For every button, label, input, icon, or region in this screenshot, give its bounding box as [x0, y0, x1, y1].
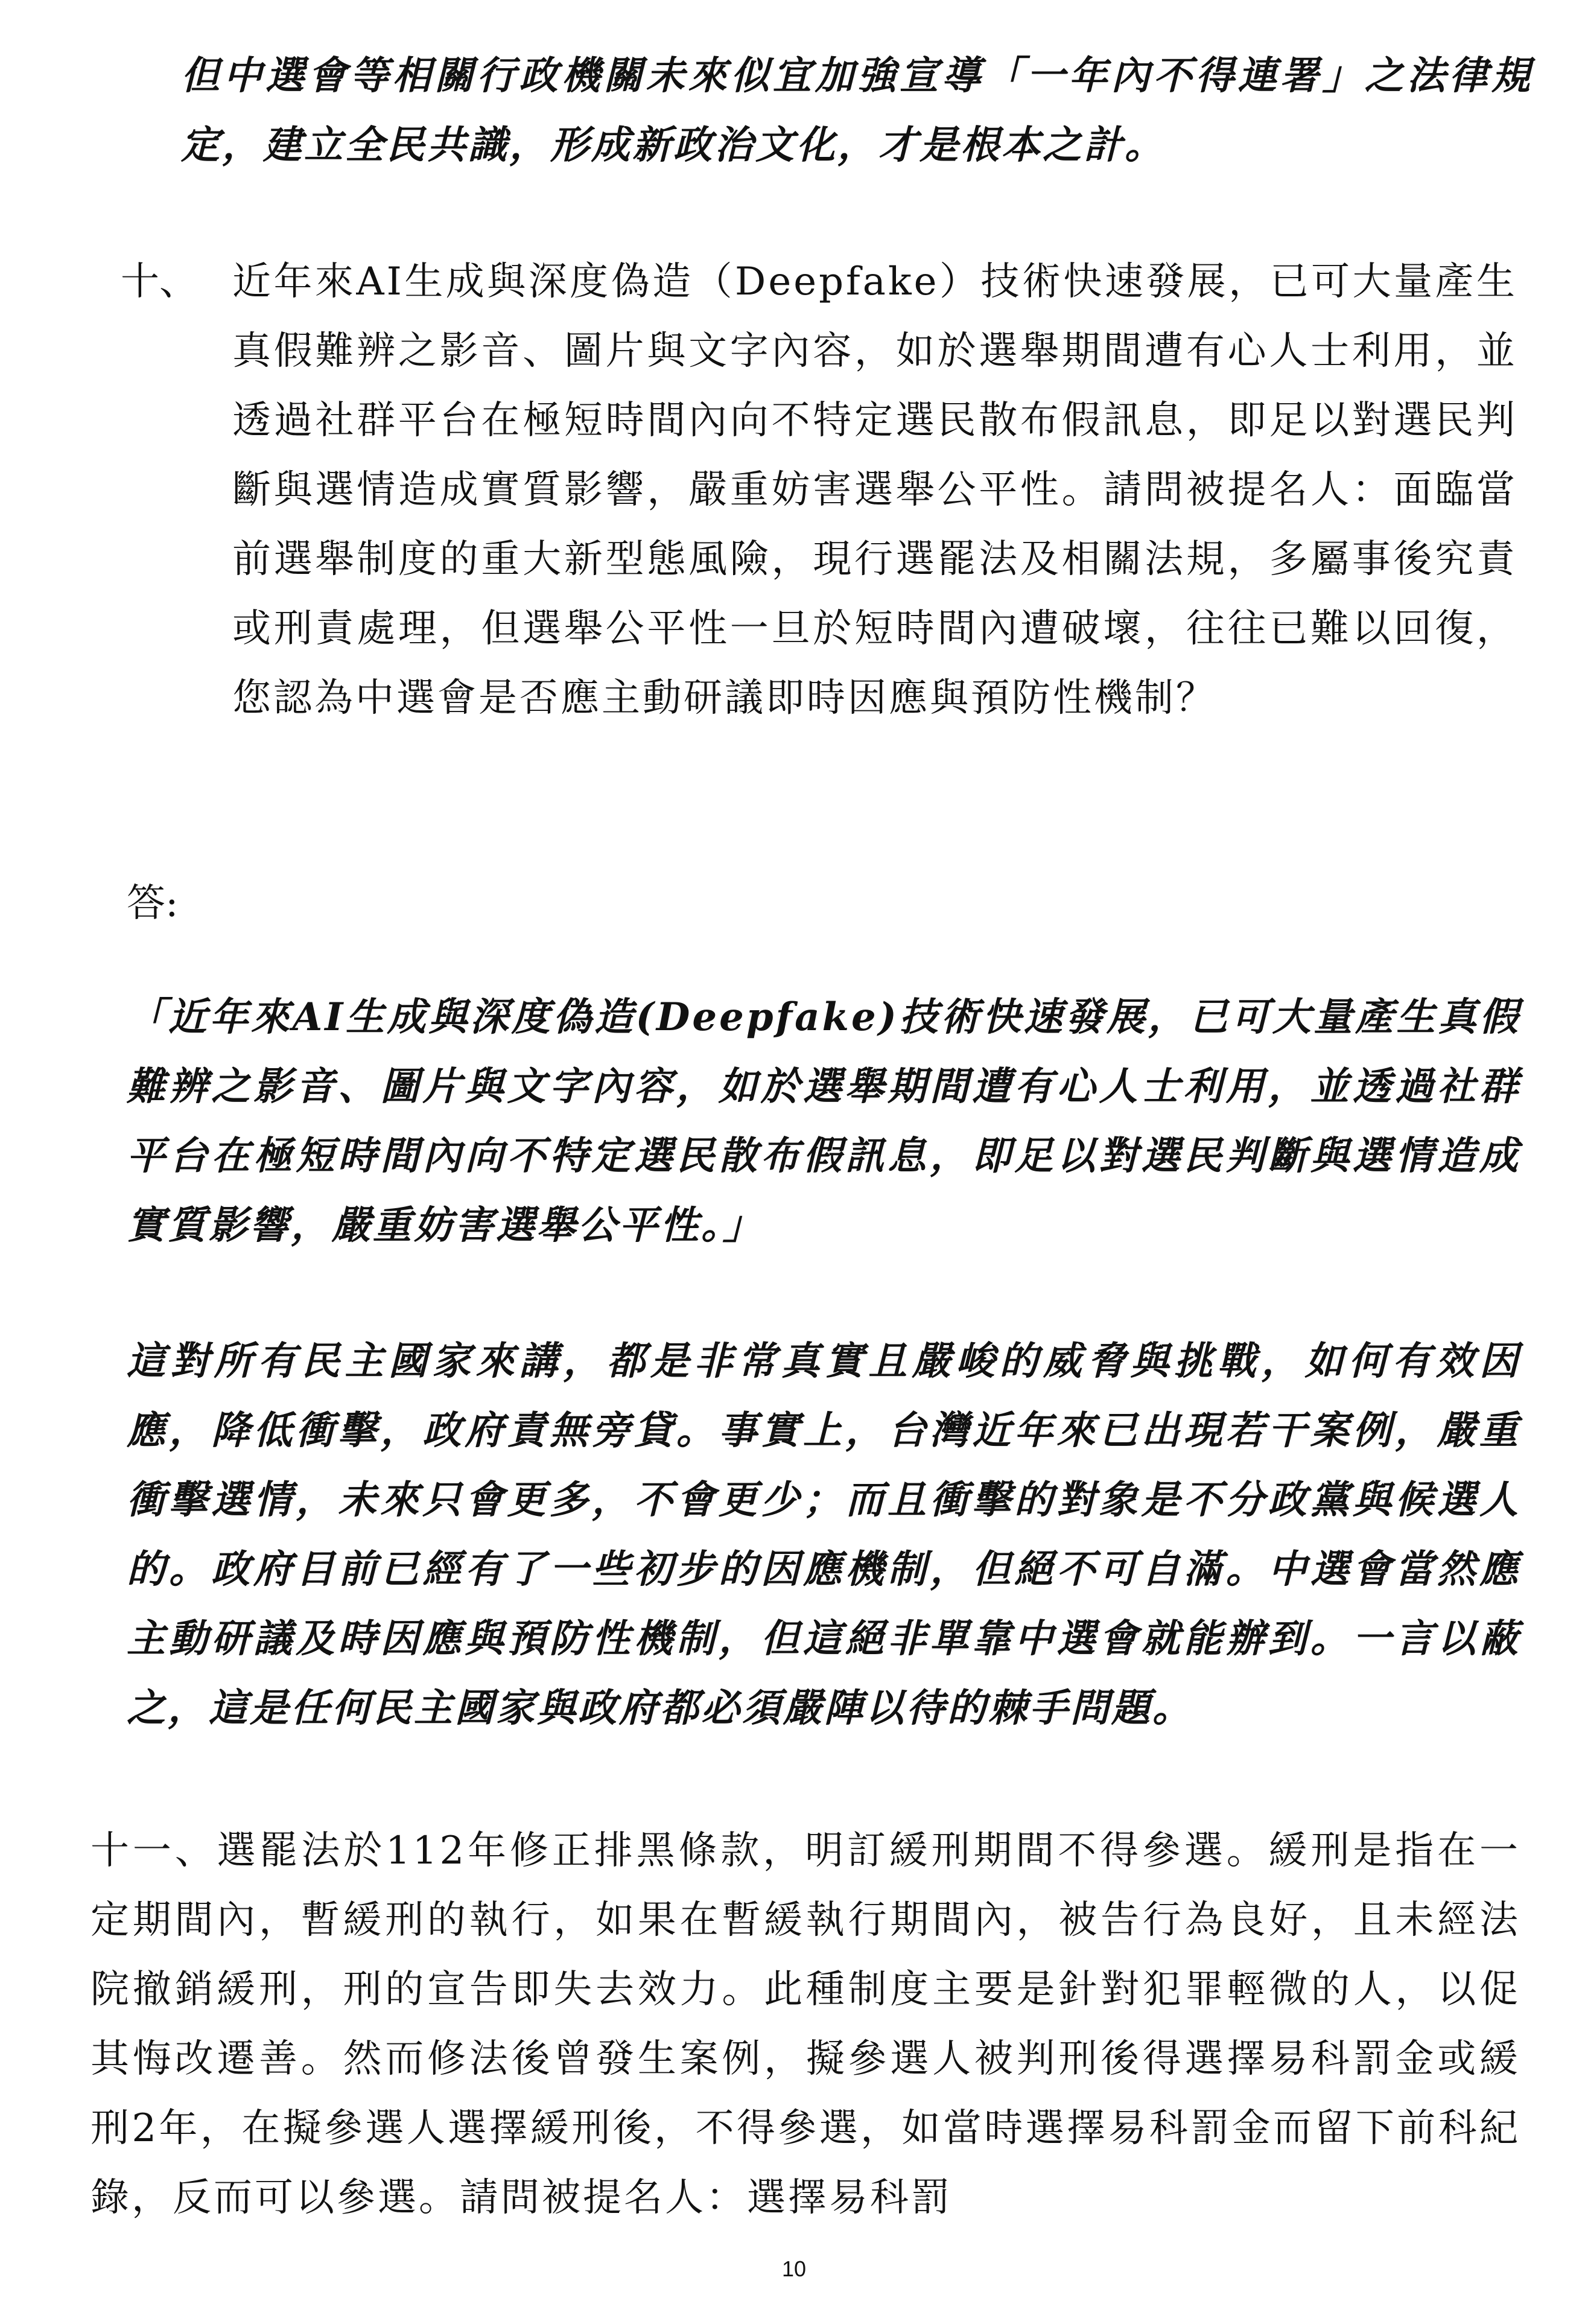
previous-answer-tail: 但中選會等相關行政機關未來似宜加強宣導「一年內不得連署」之法律規定，建立全民共識，形成新政治文化，才是根本之計。	[181, 53, 1532, 168]
answer-body: 這對所有民主國家來講，都是非常真實且嚴峻的威脅與挑戰，如何有效因應，降低衝擊，政府責無旁貸。事實上，台灣近年來已出現若干案例，嚴重衝擊選情，未來只會更多，不會更少；而且衝擊的對象是不分政黨與候選人的。政府目前已經有了一些初步的因應機制，但絕不可自滿。中選會當然應主動研議及時因應與預防性機制，但這絕非單靠中選會就能辦到。一言以蔽之，這是任何民主國家與政府都必須嚴陣以待的棘手問題。	[127, 1339, 1520, 1731]
answer-quote: 「近年來AI生成與深度偽造(Deepfake)技術快速發展，已可大量產生真假難辨之影音、圖片與文字內容，如於選舉期間遭有心人士利用，並透過社群平台在極短時間內向不特定選民散布假訊息，即足以對選民判斷與選情造成實質影響，嚴重妨害選舉公平性。」	[127, 995, 1520, 1248]
page-number: 10	[781, 2256, 807, 2281]
question-11-text: 十一、選罷法於112年修正排黑條款，明訂緩刑期間不得參選。緩刑是指在一定期間內，暫緩刑的執行，如果在暫緩執行期間內，被告行為良好，且未經法院撤銷緩刑，刑的宣告即失去效力。此種制度主要是針對犯罪輕微的人，以促其悔改遷善。然而修法後曾發生案例，擬參選人被判刑後得選擇易科罰金或緩刑2年，在擬參選人選擇緩刑後，不得參選，如當時選擇易科罰金而留下前科紀錄，反而可以參選。請問被提名人：選擇易科罰	[91, 1829, 1520, 2220]
question-10-number: 十、	[121, 259, 198, 304]
answer-label: 答:	[127, 881, 179, 926]
question-10-text: 近年來AI生成與深度偽造（Deepfake）技術快速發展，已可大量產生真假難辨之影音、圖片與文字內容，如於選舉期間遭有心人士利用，並透過社群平台在極短時間內向不特定選民散布假訊息，即足以對選民判斷與選情造成實質影響，嚴重妨害選舉公平性。請問被提名人：面臨當前選舉制度的重大新型態風險，現行選罷法及相關法規，多屬事後究責或刑責處理，但選舉公平性一旦於短時間內遭破壞，往往已難以回復，您認為中選會是否應主動研議即時因應與預防性機制？	[232, 259, 1517, 721]
